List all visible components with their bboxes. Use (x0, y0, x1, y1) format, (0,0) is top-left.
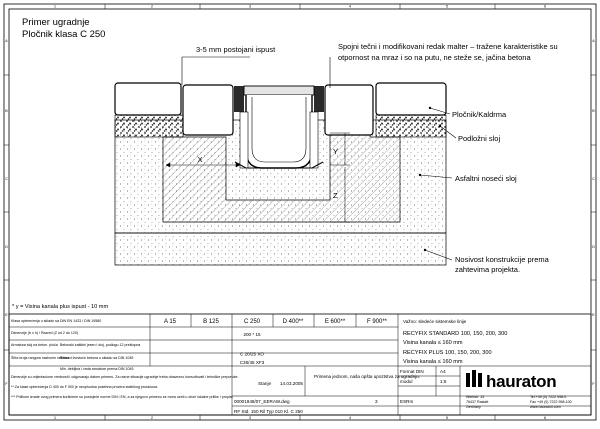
tb-note-3: *** Prilikom izrade ovog primera korišćene su postojeće norme DIN i EN, a za njegovu primenu se mora uzeti u obzir lokalne prilike i propisi. (11, 395, 234, 399)
tb-concrete-class-2: C35/45 XF3 (239, 360, 265, 365)
system-line-3: RECYFIX PLUS 100, 150, 200, 300 (403, 350, 492, 356)
contact-line: www.hauraton.com (530, 405, 561, 409)
load-class-a15: A 15 (163, 319, 177, 325)
load-class-c250: C 250 (243, 319, 261, 325)
row-letter: A (592, 39, 595, 43)
dimension-z-label: Z (333, 191, 338, 200)
callout-paving: Pločnik/Kaldrma (452, 110, 507, 119)
subbase-layer (115, 233, 446, 265)
callout-asphalt: Asfaltni noseći sloj (455, 174, 517, 183)
address-line: 76437 Rastatt (466, 400, 489, 404)
hauraton-logo (466, 370, 556, 391)
tb-dimension-value: 200 * 15 (243, 332, 261, 337)
row-letter: C (592, 177, 595, 181)
callout-subbase-2: zahtevima projekta. (455, 265, 521, 274)
mortar-joint-right (314, 86, 324, 112)
callout-mortar-1: Spojni tečni i modifikovani redak malter – tražene karakteristike su (338, 42, 558, 51)
drawing-title: Primer ugradnje (22, 17, 90, 28)
col-number: 3 (249, 4, 251, 9)
title-block-grid (9, 314, 591, 415)
row-letter: B (5, 109, 8, 113)
tb-head-1: Klasa opterećenja u skladu sa DIN EN 1433 / DIN 19580 (11, 319, 102, 323)
system-line-2: Visina kanala ≤ 160 mm (403, 340, 463, 346)
cross-section (115, 83, 446, 265)
load-class-b125: B 125 (203, 319, 219, 325)
footnote: * y = Visina kanala plus ispust - 10 mm (12, 304, 109, 310)
brand-name: hauraton (486, 372, 557, 391)
grating (244, 86, 314, 95)
state-date: 14.03.2005 (280, 381, 303, 386)
row-letter: E (592, 313, 595, 317)
paving-stone (376, 83, 446, 115)
address-line: Werkstr. 13 (466, 395, 485, 399)
contact-line: Tel.+49 (0) 7222 958-0 (530, 395, 567, 399)
col-number: 2 (151, 415, 153, 420)
system-title: Važno: sledeće sistemske linije (403, 319, 467, 324)
mortar-joint-left (234, 86, 244, 112)
tb-r5: Min. debljina i vrsta armature prema DIN 1045 (60, 367, 134, 371)
tb-concrete-class: C 20/25 XO (239, 351, 265, 357)
row-letter: C (5, 177, 8, 181)
col-number: 6 (544, 415, 546, 420)
format-value: A4 (440, 369, 446, 374)
stamp-note: Primena jednom, naša opšta upoztstva za ugradnju. (314, 374, 420, 379)
contact-line: Fax +49 (0) 7222 958-100 (530, 400, 572, 404)
address-line: Germany (466, 405, 481, 409)
tb-r4b: Razred čvrstoće betona u skladu sa DIN 1045 (60, 356, 134, 360)
row-letter: A (5, 39, 8, 43)
tb-note-1: Dimenzije su orijentacione vrednosti i odgovaraju datom primeru. Za razne situacije ugradnje treba obavezno konsultovati i tehničke preporuke. (11, 375, 239, 379)
callout-subbase-1: Nosivost konstrukcije prema (455, 255, 549, 264)
system-line-4: Visina kanala ≤ 160 mm (403, 359, 463, 365)
drawing-subtitle: Pločnik klasa C 250 (22, 29, 106, 40)
load-class-f900: F 900** (366, 319, 388, 325)
paving-stone (115, 83, 181, 115)
dimension-x-label: X (197, 155, 203, 164)
callout-offset: 3-5 mm postojani ispust (196, 45, 276, 54)
row-letter: D (5, 245, 8, 249)
row-letter: E (5, 313, 8, 317)
col-number: 5 (446, 4, 448, 9)
tb-r3b: Betonski zaštitni jesen i sloj, podlogu 12 preklopna (60, 343, 141, 347)
row-letter: F (592, 382, 595, 386)
col-number: 2 (151, 4, 153, 9)
channel-flange (310, 112, 318, 168)
system-line-1: RECYFIX STANDARD 100, 150, 200, 300 (403, 331, 508, 337)
scale-label: modul (400, 379, 413, 384)
row-letter: F (5, 382, 8, 386)
col-number: 1 (54, 415, 56, 420)
channel-flange (240, 112, 248, 168)
col-number: 5 (446, 415, 448, 420)
bedding-right (376, 115, 446, 137)
scale-value: 1:5 (440, 379, 447, 384)
language-code: ESRm (400, 399, 414, 404)
state-label: Stanje (258, 381, 272, 386)
tb-note-2: ** Za klase opterećenja D 400 do F 900 je neophodna posebna provera statičkog proračuna. (11, 385, 159, 389)
callout-bedding: Podložni sloj (458, 134, 501, 143)
load-class-e600: E 600** (324, 319, 346, 325)
col-number: 3 (249, 415, 251, 420)
callout-mortar-2: otpornost na mraz i so na putu, ne steže se, jačina betona (338, 53, 531, 62)
paving-stone (325, 85, 373, 135)
format-label: Format DIN (400, 369, 424, 374)
tb-head-2: Dimenzije (b x h) / Razred (Z od 2 do 120) (11, 331, 79, 335)
col-number: 4 (349, 4, 351, 9)
col-number: 4 (349, 415, 351, 420)
drawing-reference: RF Std. 150 Ril Typ 010 Kl. C 250 (234, 409, 303, 414)
row-letter: B (592, 109, 595, 113)
tb-r3: Armatura sloj na beton. ploča (11, 343, 58, 347)
paving-stone (183, 85, 233, 135)
load-class-d400: D 400** (282, 319, 304, 325)
bedding-left (115, 115, 183, 137)
tb-r4: Šifra broja rangora nazivnim veličina (11, 356, 69, 360)
sheet-number: 3 (375, 399, 378, 404)
drainage-channel (246, 95, 312, 168)
row-letter: D (592, 245, 595, 249)
col-number: 6 (544, 4, 546, 9)
col-number: 1 (54, 4, 56, 9)
drawing-number: 00001948/07_EERAW.dwg (234, 399, 290, 404)
dimension-y-label: Y (333, 147, 339, 156)
